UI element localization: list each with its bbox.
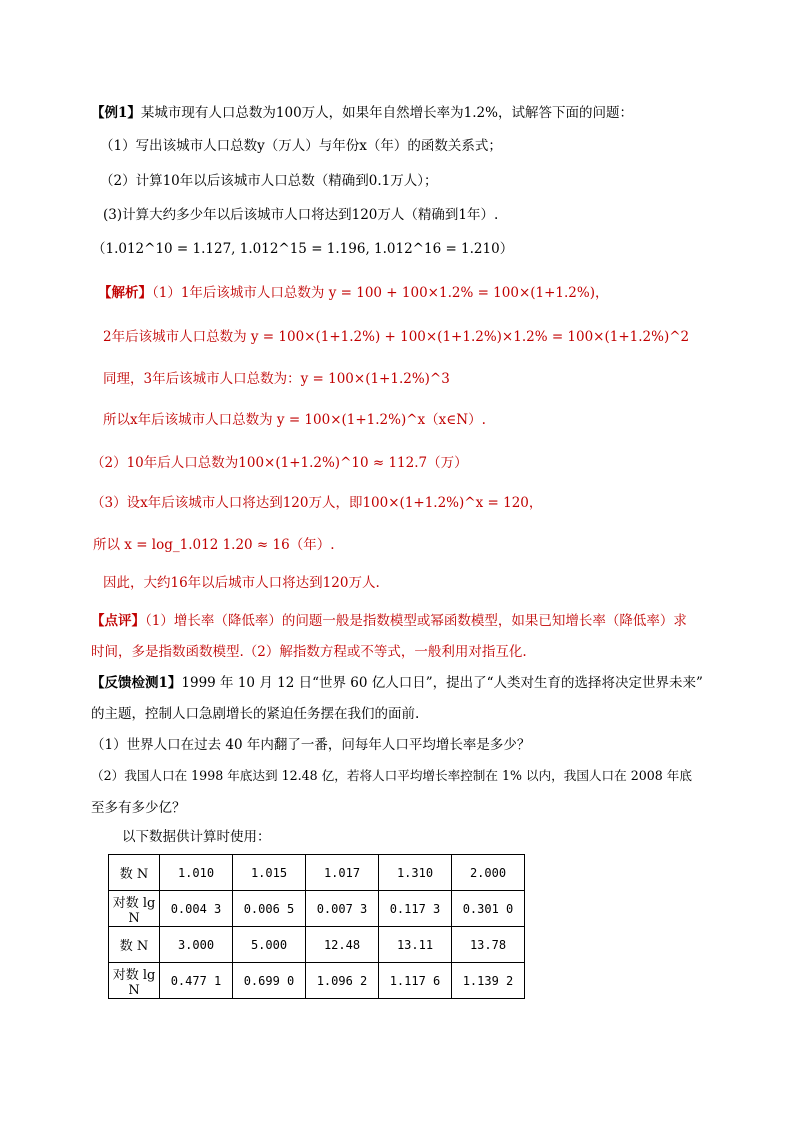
feedback-text-2: 的主题，控制人口急剧增长的紧迫任务摆在我们的面前. [91, 706, 420, 722]
table-cell: 1.310 [379, 855, 452, 891]
table-cell: 2.000 [452, 855, 525, 891]
solution-step-8: 因此，大约16年以后城市人口将达到120万人. [103, 575, 380, 591]
table-cell: 5.000 [233, 927, 306, 963]
solution-tag: 【解析】 [98, 285, 152, 301]
table-row [109, 927, 525, 963]
feedback-tag: 【反馈检测1】 [91, 675, 182, 691]
table-cell: 13.78 [452, 927, 525, 963]
table-cell: 1.117 6 [379, 963, 452, 999]
table-row [109, 855, 525, 891]
table-cell: 1.139 2 [452, 963, 525, 999]
solution-step-5: （2）10年后人口总数为100×(1+1.2%)^10 ≈ 112.7（万） [91, 455, 468, 471]
example-stem-line [91, 104, 633, 122]
example-hint: （1.012^10 = 1.127, 1.012^15 = 1.196, 1.012^16 = 1.210） [92, 241, 514, 257]
table-cell: 3.000 [160, 927, 233, 963]
table-cell: 0.477 1 [160, 963, 233, 999]
feedback-question-2a: （2）我国人口在 1998 年底达到 12.48 亿，若将人口平均增长率控制在 1% 以内，我国人口在 2008 年底 [91, 768, 692, 783]
table-cell: 12.48 [306, 927, 379, 963]
table-row [109, 963, 525, 999]
table-cell: 1.015 [233, 855, 306, 891]
table-intro: 以下数据供计算时使用： [122, 829, 271, 845]
table-cell: 0.301 0 [452, 891, 525, 927]
comment-line-1 [91, 612, 687, 630]
solution-step-7: 所以 x = log_1.012 1.20 ≈ 16（年）. [93, 537, 335, 553]
comment-text-1: （1）增长率（降低率）的问题一般是指数模型或幂函数模型，如果已知增长率（降低率）求 [145, 613, 687, 629]
feedback-text-1: 1999 年 10 月 12 日“世界 60 亿人口日”，提出了“人类对生育的选择将决定世界未来” [181, 675, 703, 691]
solution-step-2: 2年后该城市人口总数为 y = 100×(1+1.2%) + 100×(1+1.2%)×1.2% = 100×(1+1.2%)^2 [103, 329, 690, 345]
table-cell: 0.004 3 [160, 891, 233, 927]
feedback-question-1: （1）世界人口在过去 40 年内翻了一番，问每年人口平均增长率是多少？ [91, 737, 531, 753]
example-question-3: (3)计算大约多少年以后该城市人口将达到120万人（精确到1年）. [103, 207, 499, 223]
table-cell: 0.117 3 [379, 891, 452, 927]
table-row-label: 对数 lg N [109, 963, 160, 999]
solution-step-4: 所以x年后该城市人口总数为 y = 100×(1+1.2%)^x（x∈N）. [103, 412, 486, 428]
example-question-2: （2）计算10年以后该城市人口总数（精确到0.1万人）； [100, 173, 438, 189]
table-cell: 0.699 0 [233, 963, 306, 999]
table-row-label: 对数 lg N [109, 891, 160, 927]
feedback-question-2b: 至多有多少亿？ [91, 800, 186, 816]
table-cell: 1.017 [306, 855, 379, 891]
table-row-label: 数 N [109, 855, 160, 891]
table-row-label: 数 N [109, 927, 160, 963]
solution-step-1: （1）1年后该城市人口总数为 y = 100 + 100×1.2% = 100×(1+1.2%)， [152, 285, 609, 301]
table-cell: 1.096 2 [306, 963, 379, 999]
table-cell: 0.007 3 [306, 891, 379, 927]
feedback-line-1 [91, 674, 703, 692]
solution-step-3: 同理，3年后该城市人口总数为：y = 100×(1+1.2%)^3 [103, 371, 450, 387]
comment-tag: 【点评】 [91, 613, 145, 629]
table-cell: 1.010 [160, 855, 233, 891]
table-cell: 13.11 [379, 927, 452, 963]
solution-line-1 [98, 284, 608, 302]
comment-text-2: 时间，多是指数函数模型.（2）解指数方程或不等式，一般利用对指互化. [91, 644, 527, 660]
solution-step-6: （3）设x年后该城市人口将达到120万人，即100×(1+1.2%)^x = 120， [91, 495, 543, 511]
table-cell: 0.006 5 [233, 891, 306, 927]
log-table [108, 854, 525, 999]
example-tag: 【例1】 [91, 105, 141, 121]
example-question-1: （1）写出该城市人口总数y（万人）与年份x（年）的函数关系式； [100, 138, 502, 154]
table-row [109, 891, 525, 927]
example-stem: 某城市现有人口总数为100万人，如果年自然增长率为1.2%，试解答下面的问题： [140, 105, 633, 121]
